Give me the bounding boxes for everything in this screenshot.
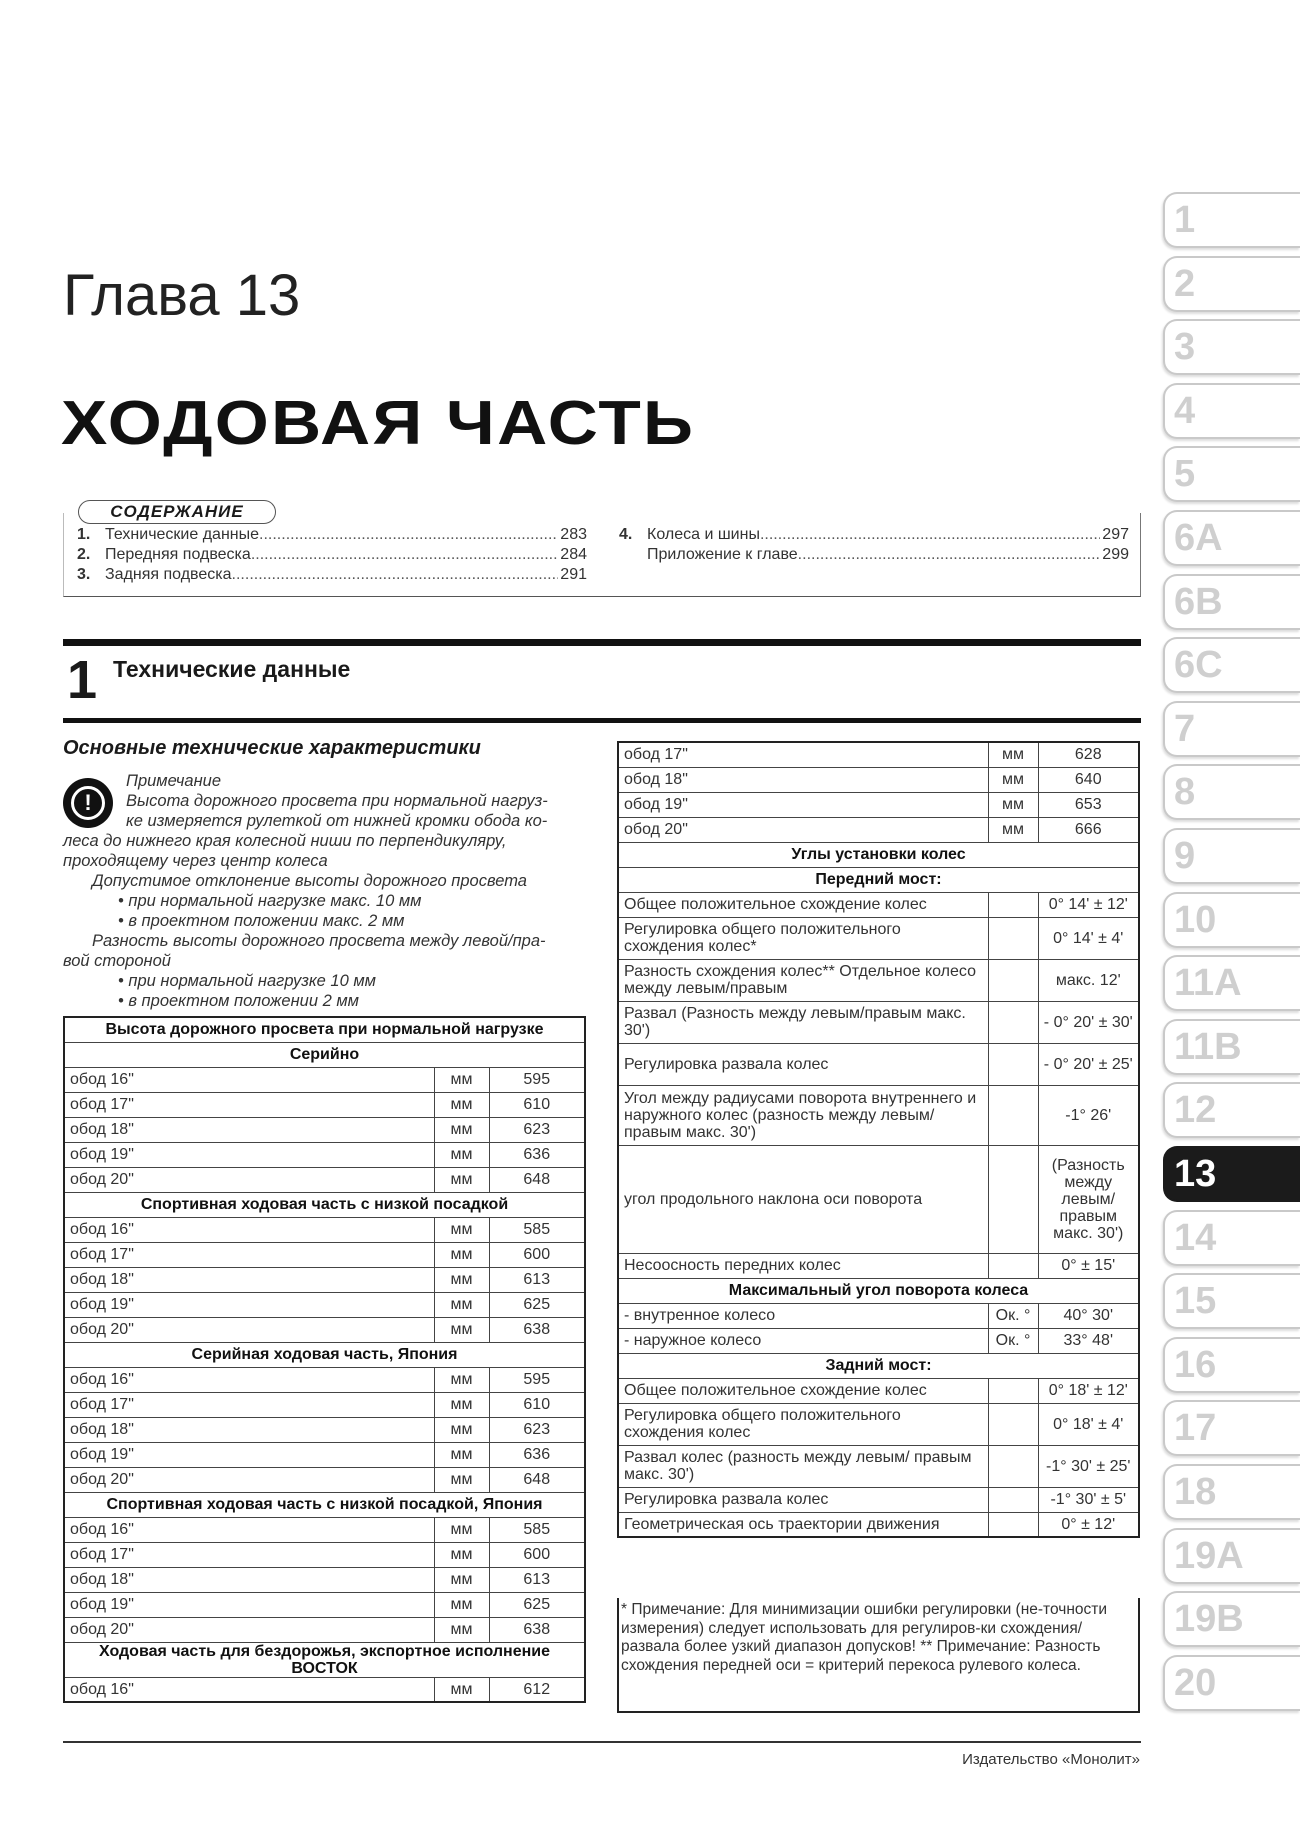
param-cell: обод 20" [618, 817, 988, 842]
value-cell: -1° 30' ± 5' [1038, 1487, 1139, 1512]
param-cell: обод 18" [64, 1567, 434, 1592]
unit-cell: мм [434, 1142, 489, 1167]
toc-leader-dots [760, 525, 1100, 545]
unit-cell: мм [434, 1167, 489, 1192]
param-cell: обод 16" [64, 1677, 434, 1702]
table-heading-cell: Задний мост: [618, 1353, 1139, 1378]
table-row [618, 817, 1139, 842]
chapter-tab-16[interactable]: 16 [1163, 1337, 1300, 1393]
toc-item-name: Колеса и шины [647, 526, 760, 543]
unit-cell: мм [434, 1677, 489, 1702]
toc-label: СОДЕРЖАНИЕ [78, 500, 276, 524]
chapter-tab-11b[interactable]: 11B [1163, 1019, 1300, 1075]
table-row [618, 1328, 1139, 1353]
value-cell: 625 [489, 1592, 585, 1617]
param-cell: обод 16" [64, 1517, 434, 1542]
toc-item-page: 284 [560, 546, 587, 563]
unit-cell [988, 1445, 1038, 1487]
toc-item[interactable] [77, 545, 587, 565]
value-cell: 648 [489, 1167, 585, 1192]
unit-cell: мм [434, 1092, 489, 1117]
table-row [618, 917, 1139, 959]
param-cell: Регулировка развала колес [618, 1043, 988, 1085]
value-cell: 613 [489, 1267, 585, 1292]
param-cell: обод 19" [64, 1442, 434, 1467]
toc-item-page: 297 [1102, 526, 1129, 543]
value-cell: 628 [1038, 742, 1139, 767]
unit-cell: мм [434, 1267, 489, 1292]
chapter-tab-12[interactable]: 12 [1163, 1082, 1300, 1138]
table-row [618, 1253, 1139, 1278]
chapter-tab-5[interactable]: 5 [1163, 446, 1300, 502]
param-cell: Развал колес (разность между левым/ правым макс. 30') [618, 1445, 988, 1487]
param-cell: - внутренное колесо [618, 1303, 988, 1328]
value-cell: 585 [489, 1217, 585, 1242]
unit-cell [988, 1378, 1038, 1403]
table-row [618, 1487, 1139, 1512]
table-row [64, 1117, 585, 1142]
value-cell: 613 [489, 1567, 585, 1592]
chapter-tab-1[interactable]: 1 [1163, 192, 1300, 248]
param-cell: обод 20" [64, 1617, 434, 1642]
subheading: Основные технические характеристики [63, 737, 481, 759]
unit-cell: мм [434, 1317, 489, 1342]
unit-cell [988, 1001, 1038, 1043]
group-heading-row [618, 1353, 1139, 1378]
param-cell: обод 18" [64, 1417, 434, 1442]
table-row [618, 1512, 1139, 1537]
table-row [618, 1085, 1139, 1145]
param-cell: Развал (Разность между левым/правым макс. 30') [618, 1001, 988, 1043]
table-of-contents [63, 502, 1141, 597]
value-cell: 0° 18' ± 4' [1038, 1403, 1139, 1445]
unit-cell [988, 1512, 1038, 1537]
toc-leader-dots [259, 525, 558, 545]
note-line: ке измеряется рулеткой от нижней кромки обода ко- [126, 812, 548, 830]
chapter-tab-10[interactable]: 10 [1163, 892, 1300, 948]
toc-item-page: 291 [560, 566, 587, 583]
note-line: вой стороной [63, 952, 171, 970]
param-cell: обод 18" [618, 767, 988, 792]
unit-cell: мм [434, 1292, 489, 1317]
table-row [618, 892, 1139, 917]
unit-cell: мм [434, 1392, 489, 1417]
chapter-tab-19a[interactable]: 19A [1163, 1528, 1300, 1584]
toc-item-number: 1. [77, 526, 91, 543]
group-heading-row [618, 842, 1139, 867]
param-cell: обод 20" [64, 1317, 434, 1342]
table-heading-cell: Высота дорожного просвета при нормальной нагрузке [64, 1017, 585, 1042]
param-cell: обод 20" [64, 1167, 434, 1192]
value-cell: 595 [489, 1367, 585, 1392]
table-heading-cell: Углы установки колес [618, 842, 1139, 867]
group-heading-row [64, 1492, 585, 1517]
table-row [64, 1092, 585, 1117]
param-cell: - наружное колесо [618, 1328, 988, 1353]
note-info-icon: ! [63, 778, 113, 828]
wheel-alignment-table [617, 741, 1140, 1538]
param-cell: Несоосность передних колес [618, 1253, 988, 1278]
unit-cell: мм [434, 1567, 489, 1592]
param-cell: Геометрическая ось траектории движения [618, 1512, 988, 1537]
unit-cell: мм [434, 1592, 489, 1617]
unit-cell [988, 917, 1038, 959]
chapter-tab-3[interactable]: 3 [1163, 319, 1300, 375]
value-cell: 600 [489, 1542, 585, 1567]
note-line: проходящему через центр колеса [63, 852, 328, 870]
table-row [64, 1592, 585, 1617]
table-row [64, 1467, 585, 1492]
toc-item-name: Технические данные [105, 526, 260, 543]
unit-cell [988, 959, 1038, 1001]
note-line: Допустимое отклонение высоты дорожного просвета [92, 872, 527, 890]
section-title: Технические данные [113, 656, 351, 682]
chapter-tab-6a[interactable]: 6A [1163, 510, 1300, 566]
table-row [618, 767, 1139, 792]
value-cell: 638 [489, 1617, 585, 1642]
value-cell: 640 [1038, 767, 1139, 792]
unit-cell: Ок. ° [988, 1303, 1038, 1328]
chapter-tab-15[interactable]: 15 [1163, 1273, 1300, 1329]
unit-cell: мм [434, 1242, 489, 1267]
toc-leader-dots [798, 545, 1101, 565]
value-cell: 636 [489, 1142, 585, 1167]
table-row [618, 1043, 1139, 1085]
chapter-tab-8[interactable]: 8 [1163, 764, 1300, 820]
value-cell: 0° 14' ± 12' [1038, 892, 1139, 917]
ground-clearance-table [63, 1016, 586, 1703]
value-cell: 610 [489, 1092, 585, 1117]
note-line: • при нормальной нагрузке 10 мм [118, 972, 376, 990]
table-row [64, 1242, 585, 1267]
value-cell: 638 [489, 1317, 585, 1342]
chapter-tab-13[interactable]: 13 [1163, 1146, 1300, 1202]
value-cell: -1° 26' [1038, 1085, 1139, 1145]
table-row [618, 1403, 1139, 1445]
unit-cell: Ок. ° [988, 1328, 1038, 1353]
section-top-rule [63, 639, 1141, 646]
note-line: Разность высоты дорожного просвета между левой/пра- [92, 932, 546, 950]
value-cell: 625 [489, 1292, 585, 1317]
footer-rule [63, 1741, 1141, 1743]
toc-item[interactable] [619, 525, 1129, 545]
table-heading-cell: Передний мост: [618, 867, 1139, 892]
chapter-tab-14[interactable]: 14 [1163, 1210, 1300, 1266]
chapter-tab-19b[interactable]: 19B [1163, 1591, 1300, 1647]
table-row [618, 1001, 1139, 1043]
param-cell: обод 19" [64, 1142, 434, 1167]
param-cell: обод 17" [64, 1542, 434, 1567]
param-cell: обод 18" [64, 1267, 434, 1292]
group-heading-row [64, 1042, 585, 1067]
table-row [618, 1378, 1139, 1403]
param-cell: обод 19" [64, 1292, 434, 1317]
chapter-tab-4[interactable]: 4 [1163, 383, 1300, 439]
value-cell: 636 [489, 1442, 585, 1467]
value-cell: 595 [489, 1067, 585, 1092]
value-cell: 0° ± 12' [1038, 1512, 1139, 1537]
param-cell: обод 16" [64, 1367, 434, 1392]
table-title-row [64, 1017, 585, 1042]
value-cell: -1° 30' ± 25' [1038, 1445, 1139, 1487]
toc-left-column [77, 525, 587, 585]
value-cell: 610 [489, 1392, 585, 1417]
param-cell: Регулировка развала колес [618, 1487, 988, 1512]
table-row [64, 1617, 585, 1642]
chapter-title: ХОДОВАЯ ЧАСТЬ [61, 389, 696, 458]
group-heading-row [64, 1192, 585, 1217]
toc-leader-dots [251, 545, 558, 565]
toc-item-page: 299 [1102, 546, 1129, 563]
chapter-tab-11a[interactable]: 11A [1163, 955, 1300, 1011]
unit-cell [988, 1145, 1038, 1253]
group-heading-row [618, 1278, 1139, 1303]
param-cell: обод 17" [64, 1092, 434, 1117]
unit-cell: мм [434, 1417, 489, 1442]
table-row [64, 1542, 585, 1567]
value-cell: 585 [489, 1517, 585, 1542]
chapter-tab-2[interactable]: 2 [1163, 256, 1300, 312]
toc-item-name: Приложение к главе [647, 546, 798, 563]
unit-cell: мм [434, 1542, 489, 1567]
table-row [64, 1217, 585, 1242]
chapter-tab-18[interactable]: 18 [1163, 1464, 1300, 1520]
toc-item-page: 283 [560, 526, 587, 543]
chapter-tab-7[interactable]: 7 [1163, 701, 1300, 757]
param-cell: обод 19" [64, 1592, 434, 1617]
value-cell: 666 [1038, 817, 1139, 842]
param-cell: обод 18" [64, 1117, 434, 1142]
chapter-tab-9[interactable]: 9 [1163, 828, 1300, 884]
unit-cell: мм [434, 1117, 489, 1142]
table-row [618, 1145, 1139, 1253]
toc-leader-dots [232, 565, 559, 585]
param-cell: Угол между радиусами поворота внутреннего и наружного колес (разность между левым/правым макс. 30') [618, 1085, 988, 1145]
toc-item-number: 3. [77, 566, 91, 583]
value-cell: - 0° 20' ± 25' [1038, 1043, 1139, 1085]
table-heading-cell: Серийная ходовая часть, Япония [64, 1342, 585, 1367]
unit-cell [988, 1403, 1038, 1445]
value-cell: 612 [489, 1677, 585, 1702]
param-cell: обод 19" [618, 792, 988, 817]
unit-cell [988, 1043, 1038, 1085]
toc-item[interactable] [619, 545, 1129, 565]
chapter-tab-17[interactable]: 17 [1163, 1400, 1300, 1456]
table-row [64, 1142, 585, 1167]
value-cell: 653 [1038, 792, 1139, 817]
param-cell: Регулировка общего положительного схождения колес* [618, 917, 988, 959]
unit-cell [988, 892, 1038, 917]
value-cell: 648 [489, 1467, 585, 1492]
param-cell: обод 16" [64, 1217, 434, 1242]
unit-cell [988, 1253, 1038, 1278]
footnote: * Примечание: Для минимизации ошибки регулировки (не-точности измерения) следует использовать для регулиров-ки схождения/развала более узкий диапазон допусков! ** Примечание: Разность схождения передней оси = критерий перекоса рулевого колеса. [621, 1601, 1108, 1674]
value-cell: макс. 12' [1038, 959, 1139, 1001]
table-row [64, 1292, 585, 1317]
unit-cell: мм [434, 1517, 489, 1542]
value-cell: 0° 14' ± 4' [1038, 917, 1139, 959]
toc-right-column [619, 525, 1129, 565]
value-cell: 33° 48' [1038, 1328, 1139, 1353]
chapter-tab-6c[interactable]: 6C [1163, 637, 1300, 693]
table-heading-cell: Максимальный угол поворота колеса [618, 1278, 1139, 1303]
param-cell: обод 17" [618, 742, 988, 767]
note-line: Высота дорожного просвета при нормальной нагруз- [126, 792, 548, 810]
table-row [64, 1167, 585, 1192]
table-heading-cell: Спортивная ходовая часть с низкой посадкой [64, 1192, 585, 1217]
value-cell: 0° 18' ± 12' [1038, 1378, 1139, 1403]
toc-item-number: 2. [77, 546, 91, 563]
unit-cell: мм [434, 1617, 489, 1642]
table-row [64, 1392, 585, 1417]
value-cell: 0° ± 15' [1038, 1253, 1139, 1278]
param-cell: Общее положительное схождение колес [618, 892, 988, 917]
param-cell: обод 17" [64, 1392, 434, 1417]
unit-cell: мм [434, 1367, 489, 1392]
param-cell: обод 17" [64, 1242, 434, 1267]
table-row [64, 1317, 585, 1342]
value-cell: (Разность между левым/ правым макс. 30') [1038, 1145, 1139, 1253]
unit-cell: мм [988, 792, 1038, 817]
table-row [64, 1442, 585, 1467]
table-row [64, 1677, 585, 1702]
table-row [618, 1445, 1139, 1487]
chapter-tab-20[interactable]: 20 [1163, 1655, 1300, 1711]
group-heading-row [618, 867, 1139, 892]
param-cell: обод 16" [64, 1067, 434, 1092]
group-heading-row [64, 1642, 585, 1677]
section-number: 1 [67, 650, 98, 710]
param-cell: Разность схождения колес** Отдельное колесо между левым/правым [618, 959, 988, 1001]
unit-cell: мм [434, 1467, 489, 1492]
table-row [618, 792, 1139, 817]
toc-item[interactable] [77, 525, 587, 545]
chapter-tab-6b[interactable]: 6B [1163, 574, 1300, 630]
table-row [618, 1303, 1139, 1328]
table-row [64, 1417, 585, 1442]
note-line: леса до нижнего края колесной ниши по перпендикуляру, [63, 832, 507, 850]
toc-item[interactable] [77, 565, 587, 585]
value-cell: 623 [489, 1117, 585, 1142]
section-bottom-rule [63, 718, 1141, 723]
chapter-label: Глава 13 [63, 263, 301, 328]
unit-cell [988, 1085, 1038, 1145]
table-heading-cell: Спортивная ходовая часть с низкой посадкой, Япония [64, 1492, 585, 1517]
toc-item-name: Задняя подвеска [105, 566, 232, 583]
value-cell: 40° 30' [1038, 1303, 1139, 1328]
param-cell: обод 20" [64, 1467, 434, 1492]
note-label: Примечание [126, 772, 222, 790]
unit-cell: мм [434, 1442, 489, 1467]
group-heading-row [64, 1342, 585, 1367]
table-row [64, 1567, 585, 1592]
note-line: • в проектном положении 2 мм [118, 992, 359, 1010]
table-row [64, 1067, 585, 1092]
param-cell: угол продольного наклона оси поворота [618, 1145, 988, 1253]
param-cell: Общее положительное схождение колес [618, 1378, 988, 1403]
note-line: • в проектном положении макс. 2 мм [118, 912, 405, 930]
table-row [618, 959, 1139, 1001]
unit-cell: мм [434, 1067, 489, 1092]
table-heading-cell: Серийно [64, 1042, 585, 1067]
value-cell: - 0° 20' ± 30' [1038, 1001, 1139, 1043]
publisher: Издательство «Монолит» [962, 1751, 1140, 1768]
toc-item-name: Передняя подвеска [105, 546, 251, 563]
toc-item-number [619, 545, 647, 565]
value-cell: 623 [489, 1417, 585, 1442]
table-row [64, 1267, 585, 1292]
table-row [64, 1517, 585, 1542]
unit-cell: мм [988, 817, 1038, 842]
table-row [618, 742, 1139, 767]
value-cell: 600 [489, 1242, 585, 1267]
param-cell: Регулировка общего положительного схождения колес [618, 1403, 988, 1445]
note-line: • при нормальной нагрузке макс. 10 мм [118, 892, 422, 910]
table-row [64, 1367, 585, 1392]
unit-cell: мм [988, 742, 1038, 767]
table-heading-cell: Ходовая часть для бездорожья, экспортное исполнение ВОСТОК [64, 1642, 585, 1677]
unit-cell [988, 1487, 1038, 1512]
unit-cell: мм [434, 1217, 489, 1242]
unit-cell: мм [988, 767, 1038, 792]
toc-item-number: 4. [619, 526, 633, 543]
